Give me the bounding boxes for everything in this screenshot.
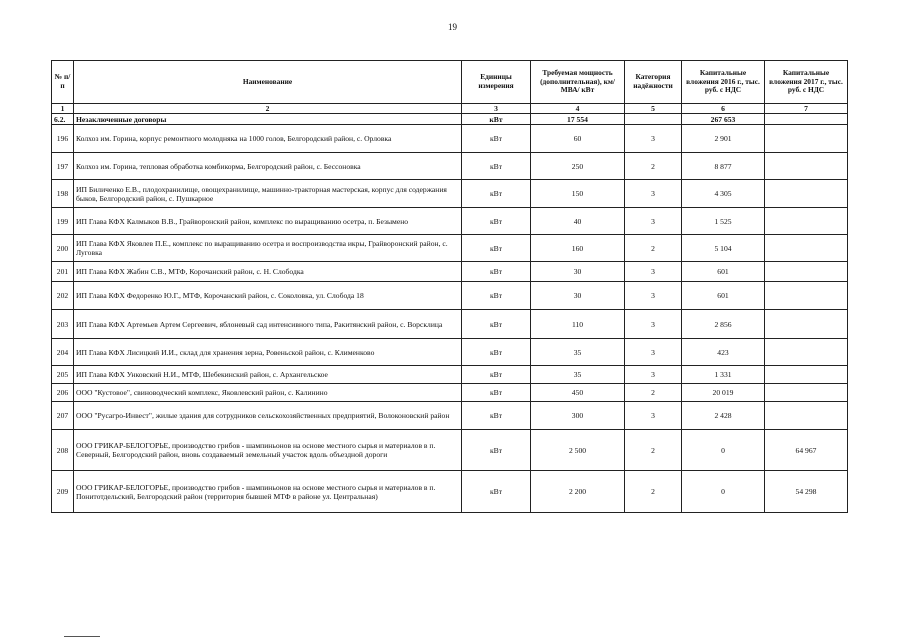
table-row <box>52 366 848 384</box>
table-row <box>52 339 848 366</box>
cell-cap2017 <box>765 339 848 366</box>
cell-units: кВт <box>462 430 531 471</box>
cell-name: ООО "Русагро-Инвест", жилые здания для сотрудников сельскохозяйственных предприятий, Волоконовский район <box>74 402 462 430</box>
cell-num: 197 <box>52 153 74 180</box>
cell-category: 3 <box>625 366 682 384</box>
cell-category: 2 <box>625 471 682 513</box>
header-row <box>52 61 848 104</box>
cell-power: 150 <box>531 180 625 208</box>
cell-cap2016: 20 019 <box>682 384 765 402</box>
cell-units: кВт <box>462 384 531 402</box>
cell-cap2017: 64 967 <box>765 430 848 471</box>
cell-units: кВт <box>462 235 531 262</box>
footnote-divider <box>64 636 100 637</box>
cell-num: 200 <box>52 235 74 262</box>
cell-power: 250 <box>531 153 625 180</box>
cell-cap2017 <box>765 180 848 208</box>
cell-name: ООО ГРИКАР-БЕЛОГОРЬЕ, производство грибов - шампиньонов на основе местного сырья и материалов в п. Понитотдельский, Белгородский район (территория бывшей МТФ в районе ул. Центральная) <box>74 471 462 513</box>
cell-cap2016: 2 856 <box>682 310 765 339</box>
table-row <box>52 235 848 262</box>
cell-cap2017 <box>765 235 848 262</box>
column-number: 5 <box>625 104 682 114</box>
cell-units: кВт <box>462 125 531 153</box>
cell-cap2016: 0 <box>682 471 765 513</box>
cell-num: 207 <box>52 402 74 430</box>
cell-units: кВт <box>462 208 531 235</box>
cell-num: 204 <box>52 339 74 366</box>
cell-units: кВт <box>462 471 531 513</box>
cell-category: 3 <box>625 180 682 208</box>
cell-num: 198 <box>52 180 74 208</box>
cell-name: ИП Глава КФХ Унковский Н.И., МТФ, Шебекинский район, с. Архангельское <box>74 366 462 384</box>
cell-category: 2 <box>625 384 682 402</box>
cell-cap2016: 601 <box>682 262 765 282</box>
table-row <box>52 310 848 339</box>
header-num: № п/п <box>52 61 74 104</box>
column-number: 2 <box>74 104 462 114</box>
cell-name: ИП Глава КФХ Яковлев П.Е., комплекс по выращиванию осетра и воспроизводства икры, Грайворонский район, с. Луговка <box>74 235 462 262</box>
cell-units: кВт <box>462 339 531 366</box>
section-name: Незаключенные договоры <box>74 114 462 125</box>
cell-cap2016: 1 331 <box>682 366 765 384</box>
cell-category: 3 <box>625 310 682 339</box>
cell-power: 60 <box>531 125 625 153</box>
column-number: 7 <box>765 104 848 114</box>
page-number: 19 <box>448 22 457 32</box>
cell-power: 300 <box>531 402 625 430</box>
cell-num: 208 <box>52 430 74 471</box>
cell-power: 35 <box>531 366 625 384</box>
cell-cap2016: 5 104 <box>682 235 765 262</box>
cell-units: кВт <box>462 180 531 208</box>
header-units: Единицы измерения <box>462 61 531 104</box>
table-row <box>52 262 848 282</box>
cell-power: 450 <box>531 384 625 402</box>
column-number: 4 <box>531 104 625 114</box>
cell-cap2017 <box>765 384 848 402</box>
cell-name: ИП Глава КФХ Федоренко Ю.Г., МТФ, Корочанский район, с. Соколовка, ул. Слобода 18 <box>74 282 462 310</box>
cell-cap2016: 4 305 <box>682 180 765 208</box>
cell-num: 203 <box>52 310 74 339</box>
cell-name: ИП Глава КФХ Лисицкий И.И., склад для хранения зерна, Ровеньской район, с. Клименково <box>74 339 462 366</box>
cell-cap2017 <box>765 282 848 310</box>
cell-name: ИП Глава КФХ Жабин С.В., МТФ, Корочанский район, с. Н. Слободка <box>74 262 462 282</box>
cell-category: 3 <box>625 402 682 430</box>
cell-units: кВт <box>462 366 531 384</box>
cell-category: 3 <box>625 282 682 310</box>
header-category: Категория надёжности <box>625 61 682 104</box>
cell-cap2016: 8 877 <box>682 153 765 180</box>
cell-cap2017 <box>765 125 848 153</box>
cell-units: кВт <box>462 282 531 310</box>
cell-units: кВт <box>462 402 531 430</box>
cell-num: 209 <box>52 471 74 513</box>
column-number: 6 <box>682 104 765 114</box>
cell-cap2017 <box>765 366 848 384</box>
cell-cap2017 <box>765 262 848 282</box>
cell-units: кВт <box>462 310 531 339</box>
cell-units: кВт <box>462 262 531 282</box>
cell-cap2016: 0 <box>682 430 765 471</box>
cell-cap2016: 2 901 <box>682 125 765 153</box>
table-row <box>52 402 848 430</box>
cell-name: ИП Глава КФХ Калмыков В.В., Грайворонский район, комплекс по выращиванию осетра, п. Безымено <box>74 208 462 235</box>
section-power: 17 554 <box>531 114 625 125</box>
section-units: кВт <box>462 114 531 125</box>
column-number: 1 <box>52 104 74 114</box>
table-row <box>52 471 848 513</box>
cell-power: 30 <box>531 262 625 282</box>
cell-cap2016: 2 428 <box>682 402 765 430</box>
table-row <box>52 153 848 180</box>
cell-cap2017 <box>765 153 848 180</box>
header-name: Наименование <box>74 61 462 104</box>
cell-num: 202 <box>52 282 74 310</box>
table-row <box>52 430 848 471</box>
cell-cap2017 <box>765 310 848 339</box>
cell-cap2016: 423 <box>682 339 765 366</box>
section-category <box>625 114 682 125</box>
cell-category: 2 <box>625 430 682 471</box>
cell-category: 2 <box>625 235 682 262</box>
cell-name: ООО ГРИКАР-БЕЛОГОРЬЕ, производство грибов - шампиньонов на основе местного сырья и материалов в п. Северный, Белгородский район, вновь создаваемый земельный участок вдоль объездной дороги <box>74 430 462 471</box>
cell-num: 201 <box>52 262 74 282</box>
column-number: 3 <box>462 104 531 114</box>
table-row <box>52 282 848 310</box>
cell-num: 199 <box>52 208 74 235</box>
cell-power: 2 500 <box>531 430 625 471</box>
cell-category: 3 <box>625 125 682 153</box>
table-row <box>52 125 848 153</box>
cell-power: 35 <box>531 339 625 366</box>
cell-name: ИП Биличенко Е.В., плодохранилище, овощехранилище, машинно-тракторная мастерская, корпус для содержания быков, Белгородский район, с. Пушкарное <box>74 180 462 208</box>
section-num: 6.2. <box>52 114 74 125</box>
column-number-row <box>52 104 848 114</box>
cell-name: ООО "Кустовое", свиноводческий комплекс, Яковлевский район, с. Калинино <box>74 384 462 402</box>
cell-power: 160 <box>531 235 625 262</box>
cell-num: 196 <box>52 125 74 153</box>
section-cap2016: 267 653 <box>682 114 765 125</box>
header-power: Требуемая мощность (дополнительная), км/ МВА/ кВт <box>531 61 625 104</box>
cell-cap2017 <box>765 208 848 235</box>
cell-category: 3 <box>625 208 682 235</box>
cell-power: 110 <box>531 310 625 339</box>
cell-name: Колхоз им. Горина, корпус ремонтного молодняка на 1000 голов, Белгородский район, с. Орловка <box>74 125 462 153</box>
cell-cap2016: 1 525 <box>682 208 765 235</box>
cell-cap2016: 601 <box>682 282 765 310</box>
cell-category: 3 <box>625 339 682 366</box>
cell-power: 2 200 <box>531 471 625 513</box>
cell-num: 206 <box>52 384 74 402</box>
cell-category: 2 <box>625 153 682 180</box>
cell-name: Колхоз им. Горина, тепловая обработка комбикорма, Белгородский район, с. Бессоновка <box>74 153 462 180</box>
section-row <box>52 114 848 125</box>
cell-power: 40 <box>531 208 625 235</box>
cell-cap2017: 54 298 <box>765 471 848 513</box>
table-row <box>52 180 848 208</box>
cell-cap2017 <box>765 402 848 430</box>
table-row <box>52 208 848 235</box>
cell-num: 205 <box>52 366 74 384</box>
cell-power: 30 <box>531 282 625 310</box>
cell-category: 3 <box>625 262 682 282</box>
header-cap2016: Капитальные вложения 2016 г., тыс. руб. с НДС <box>682 61 765 104</box>
section-cap2017 <box>765 114 848 125</box>
capital-investments-table <box>51 60 848 513</box>
cell-name: ИП Глава КФХ Артемьев Артем Сергеевич, яблоневый сад интенсивного типа, Ракитянский район, с. Ворсклица <box>74 310 462 339</box>
cell-units: кВт <box>462 153 531 180</box>
header-cap2017: Капитальные вложения 2017 г., тыс. руб. с НДС <box>765 61 848 104</box>
table-row <box>52 384 848 402</box>
